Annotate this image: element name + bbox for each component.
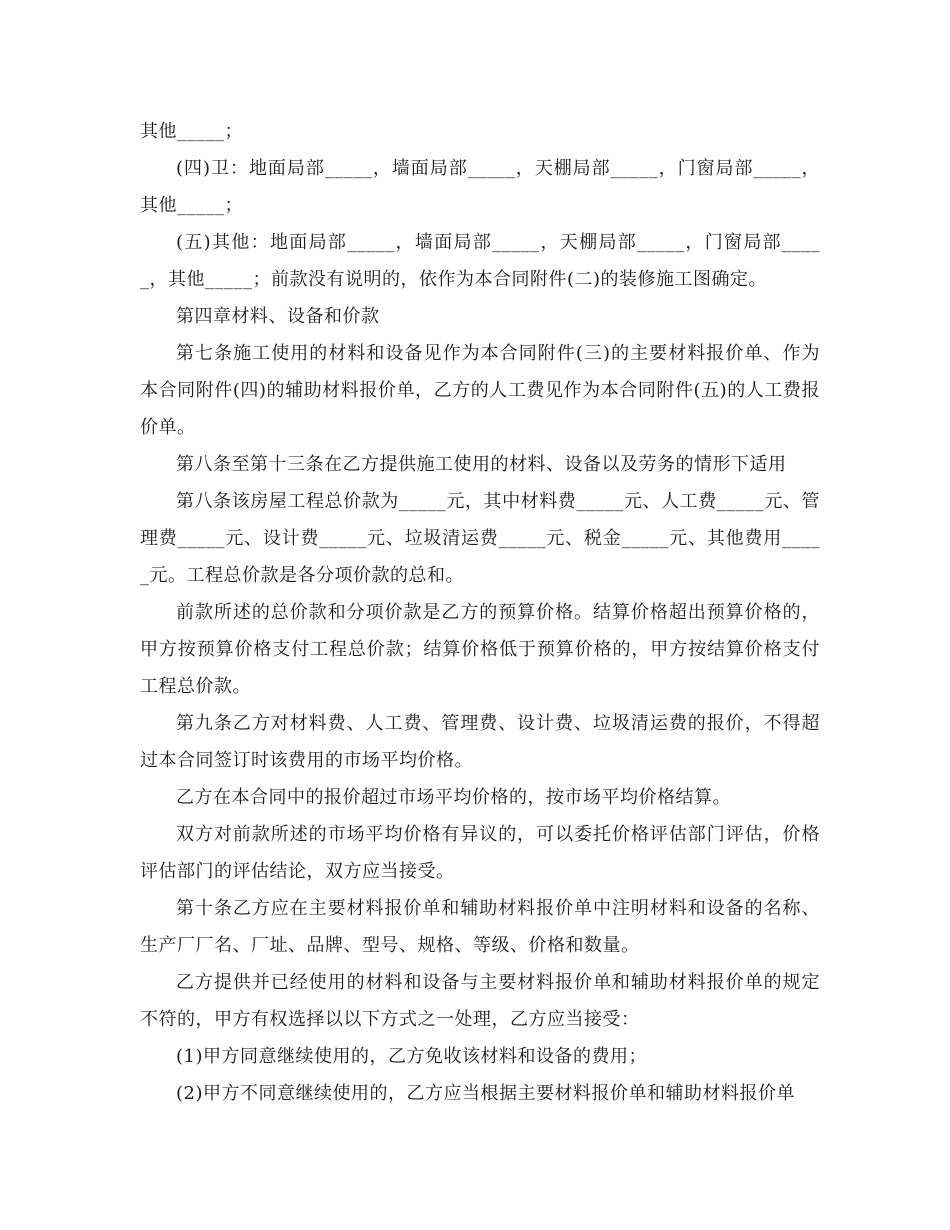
article-9-dispute: 双方对前款所述的市场平均价格有异议的，可以委托价格评估部门评估，价格评估部门的评估结论，双方应当接受。 [140, 824, 820, 882]
article-10-option-2: (2)甲方不同意继续使用的，乙方应当根据主要材料报价单和辅助材料报价单 [176, 1083, 795, 1104]
paragraph-other-continued: 其他_____； [140, 121, 243, 142]
articles-8-13-scope: 第八条至第十三条在乙方提供施工使用的材料、设备以及劳务的情形下适用 [176, 454, 787, 475]
paragraph-item-5-other: (五)其他：地面局部_____，墙面局部_____，天棚局部_____，门窗局部_____，其他_____；前款没有说明的，依作为本合同附件(二)的装修施工图确定。 [140, 232, 820, 290]
article-8: 第八条该房屋工程总价款为_____元，其中材料费_____元、人工费_____元、管理费_____元、设计费_____元、垃圾清运费_____元、税金_____元、其他费用_____元。工程总价款是各分项价款的总和。 [140, 491, 820, 586]
article-10-option-1: (1)甲方同意继续使用的，乙方免收该材料和设备的费用； [176, 1046, 647, 1067]
article-10: 第十条乙方应在主要材料报价单和辅助材料报价单中注明材料和设备的名称、生产厂厂名、厂址、品牌、型号、规格、等级、价格和数量。 [140, 898, 820, 956]
document-body [140, 113, 820, 1112]
paragraph-item-4-bathroom: (四)卫：地面局部_____，墙面局部_____，天棚局部_____，门窗局部_____，其他_____； [140, 158, 820, 216]
article-7: 第七条施工使用的材料和设备见作为本合同附件(三)的主要材料报价单、作为本合同附件(四)的辅助材料报价单，乙方的人工费见作为本合同附件(五)的人工费报价单。 [140, 343, 820, 438]
article-8-budget-price: 前款所述的总价款和分项价款是乙方的预算价格。结算价格超出预算价格的，甲方按预算价格支付工程总价款；结算价格低于预算价格的，甲方按结算价格支付工程总价款。 [140, 602, 820, 697]
article-9: 第九条乙方对材料费、人工费、管理费、设计费、垃圾清运费的报价，不得超过本合同签订时该费用的市场平均价格。 [140, 713, 820, 771]
article-9-settlement: 乙方在本合同中的报价超过市场平均价格的，按市场平均价格结算。 [176, 787, 731, 808]
chapter-4-heading: 第四章材料、设备和价款 [176, 306, 380, 327]
article-10-nonconforming: 乙方提供并已经使用的材料和设备与主要材料报价单和辅助材料报价单的规定不符的，甲方有权选择以以下方式之一处理，乙方应当接受： [140, 972, 820, 1030]
